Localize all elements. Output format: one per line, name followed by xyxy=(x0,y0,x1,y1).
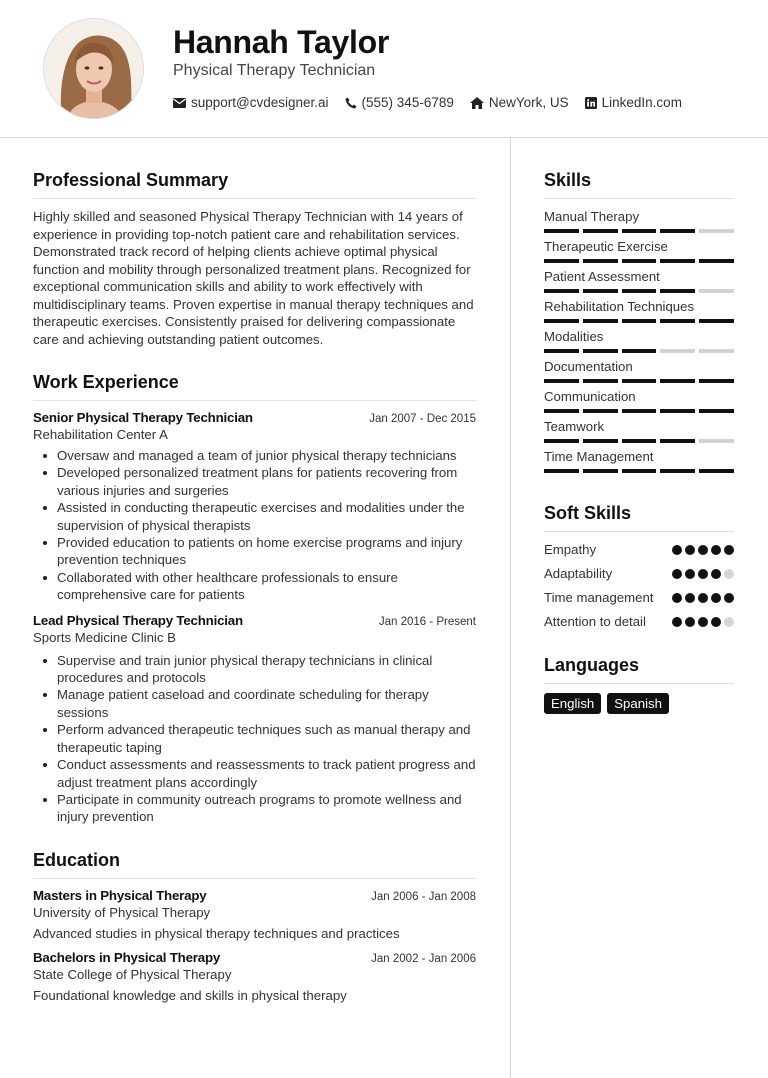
main-column xyxy=(33,170,476,1003)
job-org: Sports Medicine Clinic B xyxy=(33,629,176,645)
summary-section xyxy=(33,170,476,348)
skill-level-segment xyxy=(660,289,695,293)
rating-dot xyxy=(724,545,734,555)
rating-dot xyxy=(698,569,708,579)
soft-skill-label: Attention to detail xyxy=(544,614,646,629)
skill-level-segment xyxy=(660,469,695,473)
skill-level-segment xyxy=(699,259,734,263)
skill-level-segment xyxy=(622,229,657,233)
contact-location-text: NewYork, US xyxy=(488,95,569,110)
skill-level-segment xyxy=(699,289,734,293)
list-item: Assisted in conducting therapeutic exercises and modalities under the supervision of physical therapists xyxy=(33,499,476,534)
skill-level-segment xyxy=(544,469,579,473)
skill-level-bar xyxy=(544,409,734,413)
skill-label: Time Management xyxy=(544,449,654,464)
rating-dot xyxy=(711,593,721,603)
skill-level-segment xyxy=(544,319,579,323)
skill-level-segment xyxy=(544,409,579,413)
skill-level-segment xyxy=(544,379,579,383)
contact-email-text: support@cvdesigner.ai xyxy=(191,95,329,110)
experience-section xyxy=(33,372,476,826)
skill-level-segment xyxy=(699,439,734,443)
experience-title: Work Experience xyxy=(33,372,476,401)
education-title: Education xyxy=(33,850,476,879)
skill-item xyxy=(544,358,734,383)
job-entry xyxy=(33,613,476,826)
skill-level-segment xyxy=(699,349,734,353)
education-entry xyxy=(33,950,476,1003)
skill-item xyxy=(544,388,734,413)
skill-item xyxy=(544,208,734,233)
job-bullets xyxy=(33,652,476,826)
skill-level-segment xyxy=(544,229,579,233)
skill-level-bar xyxy=(544,259,734,263)
skill-level-bar xyxy=(544,229,734,233)
rating-dot xyxy=(711,545,721,555)
soft-skill-item xyxy=(544,613,734,631)
rating-dot xyxy=(711,617,721,627)
rating-dot xyxy=(672,617,682,627)
skill-item xyxy=(544,328,734,353)
avatar xyxy=(43,18,144,119)
skill-level-segment xyxy=(544,259,579,263)
skill-level-segment xyxy=(544,289,579,293)
skill-level-segment xyxy=(699,319,734,323)
skill-label: Documentation xyxy=(544,359,633,374)
skill-level-segment xyxy=(583,289,618,293)
degree-title: Bachelors in Physical Therapy xyxy=(33,949,221,965)
education-date: Jan 2006 - Jan 2008 xyxy=(371,890,476,903)
candidate-name: Hannah Taylor xyxy=(173,24,389,60)
rating-dot xyxy=(685,617,695,627)
skill-level-segment xyxy=(583,469,618,473)
language-tag: Spanish xyxy=(607,693,669,714)
skill-level-segment xyxy=(699,469,734,473)
skill-level-segment xyxy=(660,259,695,263)
skill-level-bar xyxy=(544,439,734,443)
soft-skill-item xyxy=(544,565,734,583)
list-item: Conduct assessments and reassessments to track patient progress and adjust treatment plans accordingly xyxy=(33,756,476,791)
rating-dot xyxy=(685,545,695,555)
skills-title: Skills xyxy=(544,170,734,199)
skill-label: Modalities xyxy=(544,329,604,344)
rating-dot xyxy=(698,617,708,627)
envelope-icon xyxy=(173,98,186,108)
soft-skill-label: Time management xyxy=(544,590,654,605)
skill-label: Rehabilitation Techniques xyxy=(544,299,695,314)
skill-level-segment xyxy=(622,259,657,263)
skill-level-segment xyxy=(583,259,618,263)
list-item: Participate in community outreach programs to promote wellness and injury prevention xyxy=(33,791,476,826)
skill-level-segment xyxy=(699,409,734,413)
skill-level-segment xyxy=(544,349,579,353)
rating-dot xyxy=(698,593,708,603)
skill-level-segment xyxy=(660,319,695,323)
school-name: University of Physical Therapy xyxy=(33,904,211,920)
skill-label: Therapeutic Exercise xyxy=(544,239,668,254)
school-name: State College of Physical Therapy xyxy=(33,966,232,982)
job-date: Jan 2016 - Present xyxy=(378,615,476,628)
skill-level-segment xyxy=(699,229,734,233)
contact-linkedin-text: LinkedIn.com xyxy=(601,95,682,110)
skill-level-segment xyxy=(583,439,618,443)
rating-dot xyxy=(724,617,734,627)
rating-dot xyxy=(698,545,708,555)
languages-title: Languages xyxy=(544,655,734,684)
linkedin-icon xyxy=(585,97,597,109)
skill-level-bar xyxy=(544,349,734,353)
skill-level-segment xyxy=(660,229,695,233)
list-item: Oversaw and managed a team of junior physical therapy technicians xyxy=(33,447,476,464)
soft-skill-rating xyxy=(672,617,734,627)
resume-header xyxy=(0,0,768,138)
rating-dot xyxy=(711,569,721,579)
skill-level-segment xyxy=(544,439,579,443)
skill-label: Communication xyxy=(544,389,636,404)
contact-email[interactable] xyxy=(173,95,329,110)
skill-level-segment xyxy=(622,439,657,443)
skill-level-segment xyxy=(583,409,618,413)
skill-level-segment xyxy=(622,469,657,473)
education-entry xyxy=(33,888,476,941)
skill-item xyxy=(544,418,734,443)
job-bullets xyxy=(33,447,476,604)
education-date: Jan 2002 - Jan 2006 xyxy=(371,952,476,965)
list-item: Manage patient caseload and coordinate scheduling for therapy sessions xyxy=(33,686,476,721)
skills-list xyxy=(544,208,734,473)
summary-text: Highly skilled and seasoned Physical Therapy Technician with 14 years of experience in providing top-notch patient care and rehabilitation services. Demonstrated track record of helping clients achieve optimal physical function and mobility through personalized treatment plans. Recognized for exceptional communication skills and ability to work effectively with multidisciplinary teams. Proven expertise in manual therapy techniques and therapeutic exercises. Consistently praised for delivering compassionate care and achieving outstanding patient outcomes. xyxy=(33,209,474,347)
candidate-role: Physical Therapy Technician xyxy=(173,62,376,79)
soft-skill-label: Empathy xyxy=(544,542,597,557)
job-title: Senior Physical Therapy Technician xyxy=(33,410,253,425)
skill-level-segment xyxy=(622,289,657,293)
rating-dot xyxy=(672,593,682,603)
phone-icon xyxy=(345,97,357,109)
contact-list xyxy=(173,95,698,110)
contact-linkedin[interactable] xyxy=(585,95,682,110)
skill-level-segment xyxy=(622,319,657,323)
skill-level-bar xyxy=(544,289,734,293)
sidebar-column xyxy=(544,170,734,714)
home-icon xyxy=(470,97,484,109)
languages-section xyxy=(544,655,734,714)
skill-label: Patient Assessment xyxy=(544,269,660,284)
skill-level-segment xyxy=(583,229,618,233)
skills-section xyxy=(544,170,734,473)
rating-dot xyxy=(724,569,734,579)
education-section xyxy=(33,850,476,1003)
list-item: Provided education to patients on home exercise programs and injury prevention techniques xyxy=(33,534,476,569)
language-tag: English xyxy=(544,693,601,714)
skill-level-segment xyxy=(583,379,618,383)
soft-skills-title: Soft Skills xyxy=(544,503,734,532)
list-item: Collaborated with other healthcare professionals to ensure comprehensive care for patients xyxy=(33,569,476,604)
rating-dot xyxy=(724,593,734,603)
soft-skill-item xyxy=(544,541,734,559)
skill-level-segment xyxy=(622,409,657,413)
contact-phone[interactable] xyxy=(345,95,454,110)
skill-level-segment xyxy=(660,349,695,353)
skill-label: Teamwork xyxy=(544,419,605,434)
skill-level-segment xyxy=(660,439,695,443)
skill-level-bar xyxy=(544,319,734,323)
degree-title: Masters in Physical Therapy xyxy=(33,887,207,903)
rating-dot xyxy=(672,545,682,555)
skill-level-segment xyxy=(622,349,657,353)
contact-location xyxy=(470,95,569,110)
education-description: Foundational knowledge and skills in physical therapy xyxy=(33,987,347,1003)
contact-phone-text: (555) 345-6789 xyxy=(361,95,454,110)
skill-level-bar xyxy=(544,379,734,383)
skill-level-bar xyxy=(544,469,734,473)
job-date: Jan 2007 - Dec 2015 xyxy=(369,413,476,425)
soft-skill-rating xyxy=(672,593,734,603)
soft-skill-label: Adaptability xyxy=(544,566,613,581)
list-item: Supervise and train junior physical therapy technicians in clinical procedures and protocols xyxy=(33,652,476,687)
soft-skills-section xyxy=(544,503,734,631)
list-item: Developed personalized treatment plans for patients recovering from various injuries and surgeries xyxy=(33,464,476,499)
skill-label: Manual Therapy xyxy=(544,209,640,224)
job-org: Rehabilitation Center A xyxy=(33,427,168,442)
soft-skill-rating xyxy=(672,569,734,579)
soft-skills-list xyxy=(544,541,734,631)
skill-level-segment xyxy=(583,349,618,353)
job-title: Lead Physical Therapy Technician xyxy=(33,612,243,628)
list-item: Perform advanced therapeutic techniques such as manual therapy and therapeutic taping xyxy=(33,721,476,756)
skill-item xyxy=(544,268,734,293)
skill-level-segment xyxy=(699,379,734,383)
skill-level-segment xyxy=(583,319,618,323)
column-divider xyxy=(510,138,511,1078)
education-description: Advanced studies in physical therapy techniques and practices xyxy=(33,925,400,941)
rating-dot xyxy=(685,569,695,579)
skill-item xyxy=(544,238,734,263)
skill-level-segment xyxy=(622,379,657,383)
skill-level-segment xyxy=(660,379,695,383)
language-tags xyxy=(544,693,734,714)
skill-item xyxy=(544,298,734,323)
soft-skill-item xyxy=(544,589,734,607)
rating-dot xyxy=(672,569,682,579)
job-entry xyxy=(33,410,476,604)
rating-dot xyxy=(685,593,695,603)
summary-title: Professional Summary xyxy=(33,170,476,199)
skill-item xyxy=(544,448,734,473)
skill-level-segment xyxy=(660,409,695,413)
soft-skill-rating xyxy=(672,545,734,555)
